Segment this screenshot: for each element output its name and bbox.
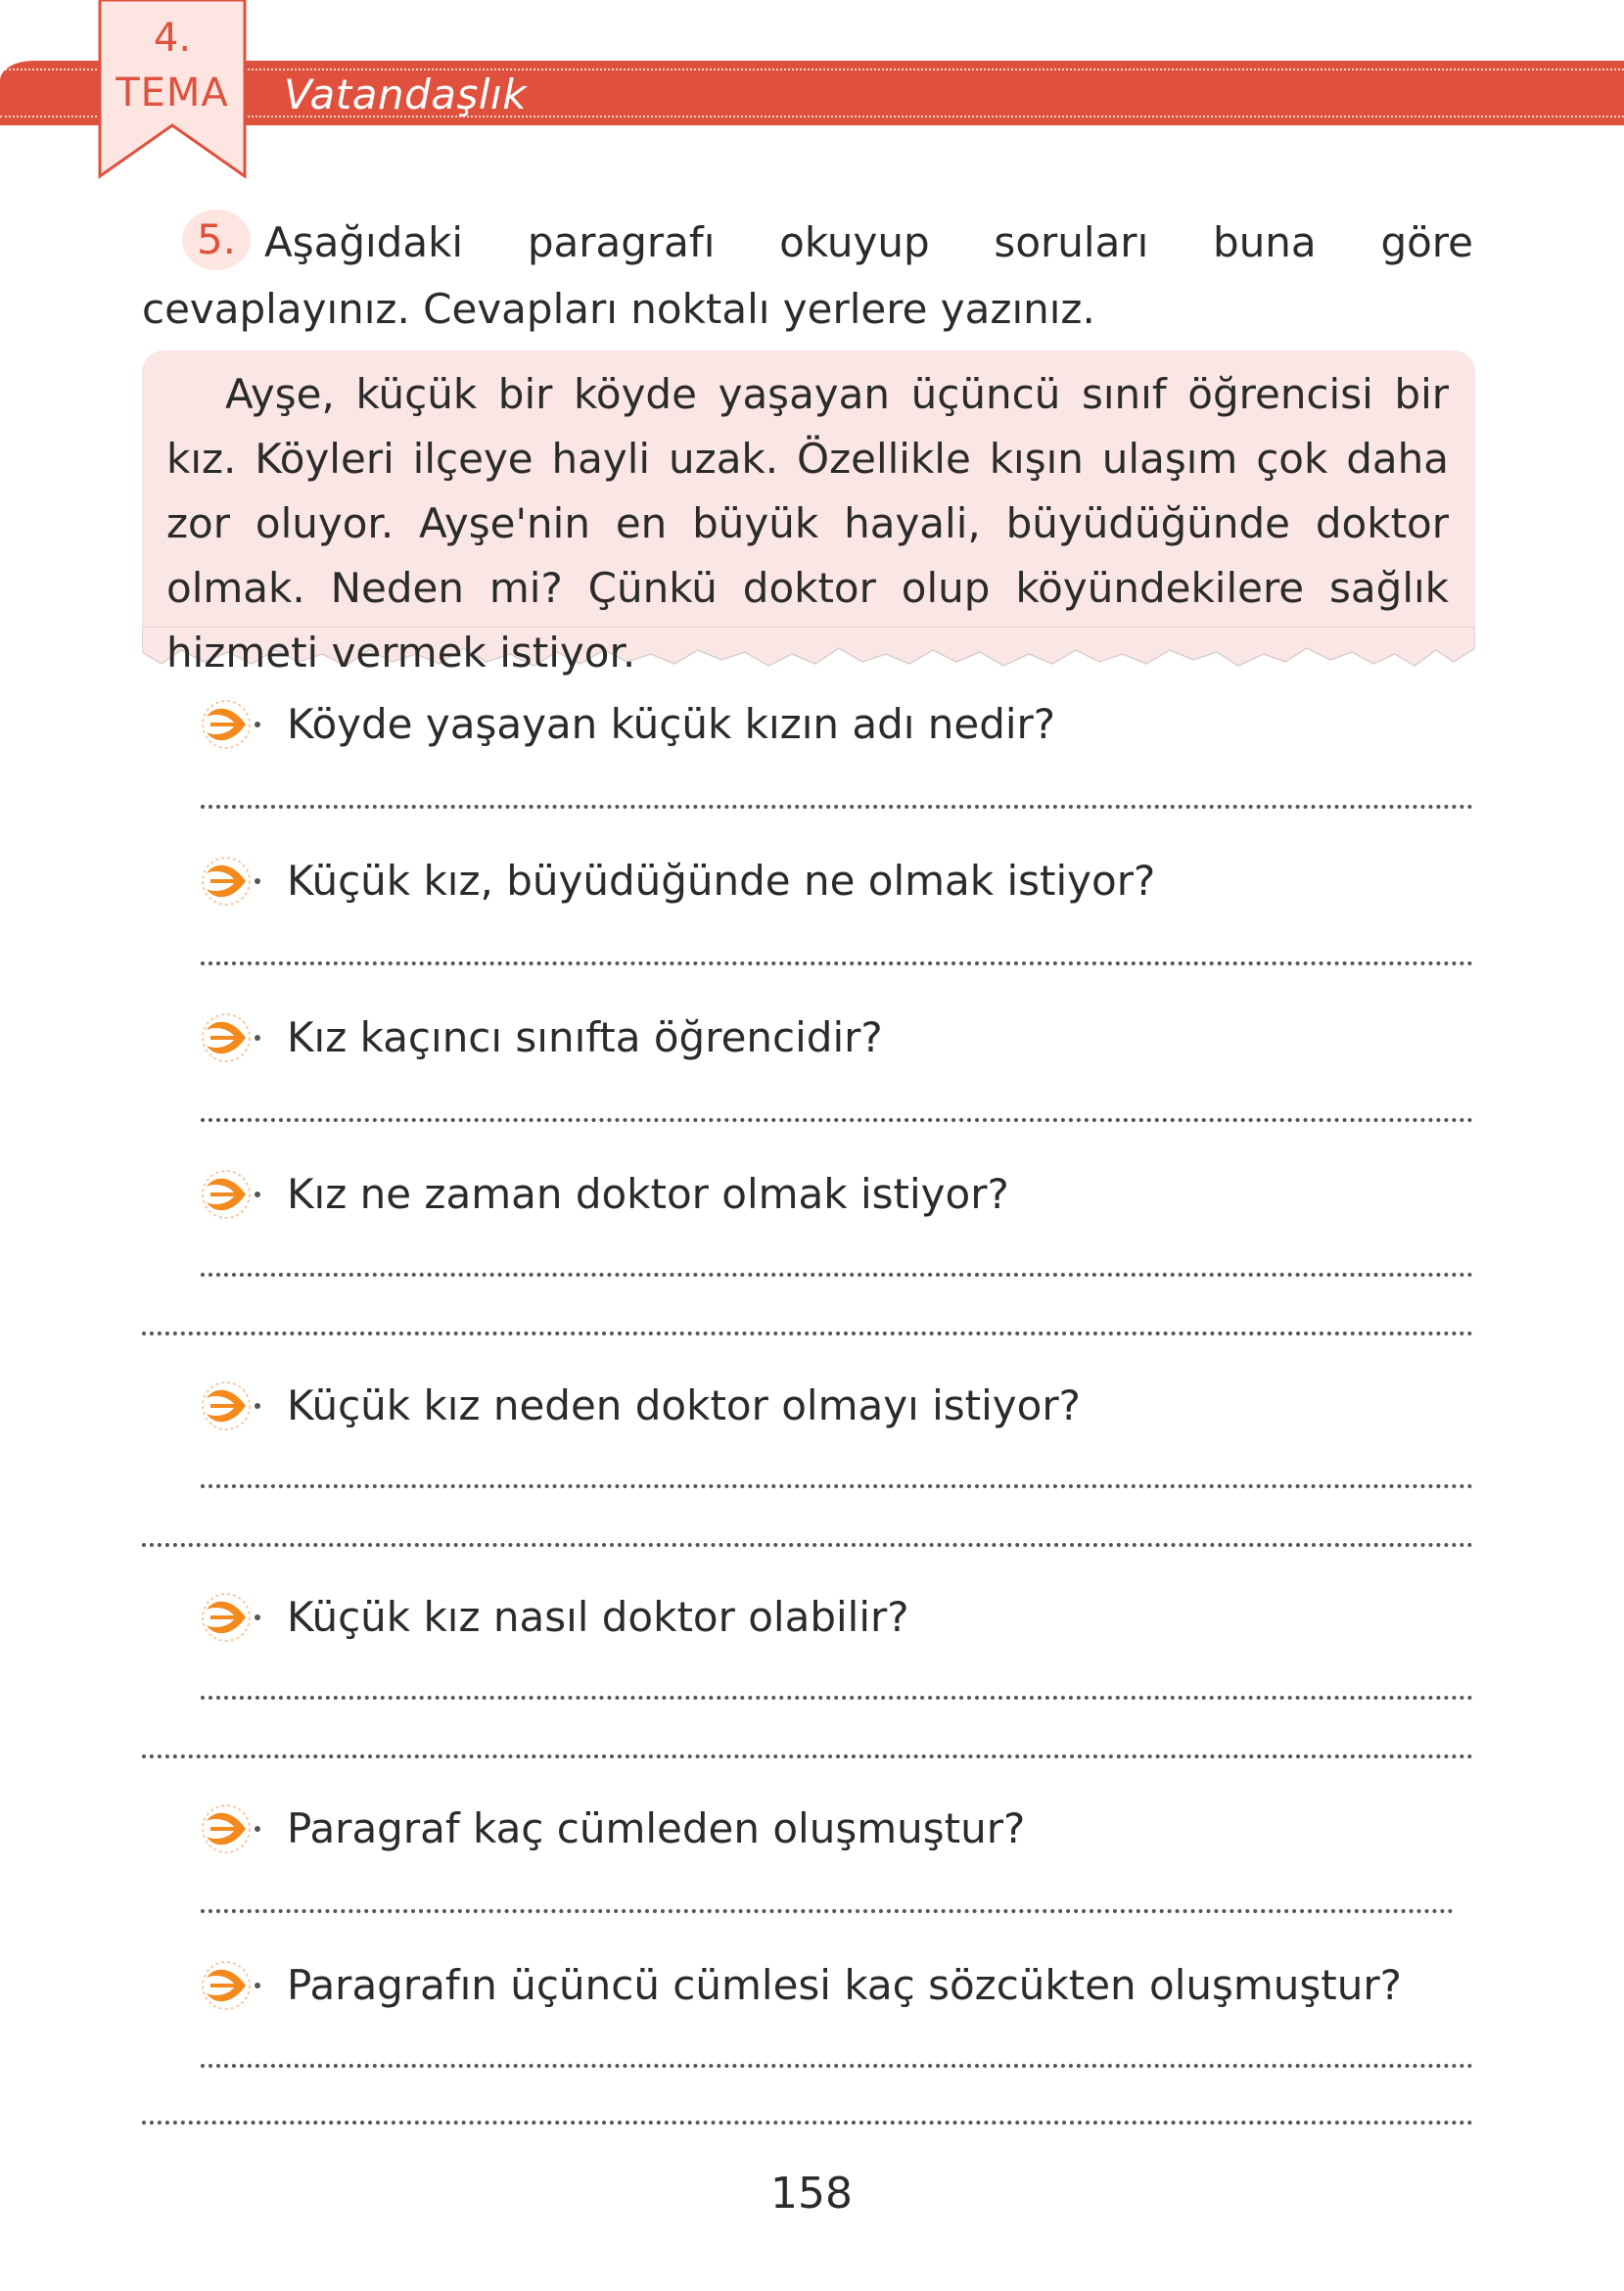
pen-nib-bullet-icon: [201, 697, 265, 752]
question-text: Paragrafın üçüncü cümlesi kaç sözcükten oluşmuştur?: [287, 1961, 1402, 2009]
theme-number: 4.: [153, 16, 192, 61]
pen-nib-bullet-icon: [201, 1590, 265, 1645]
question-instruction: Aşağıdaki paragrafı okuyup soruları buna göre cevaplayınız. Cevapları noktalı yerlere yazınız.: [142, 218, 1473, 333]
question-text: Kız ne zaman doktor olmak istiyor?: [287, 1170, 1009, 1218]
answer-line-6b[interactable]: [142, 1754, 1473, 1758]
page-number: 158: [770, 2169, 853, 2219]
answer-line-2[interactable]: [201, 961, 1473, 965]
pen-nib-bullet-icon: [201, 1010, 265, 1065]
answer-line-4a[interactable]: [201, 1273, 1473, 1277]
answer-line-4b[interactable]: [142, 1332, 1473, 1335]
answer-line-5b[interactable]: [142, 1543, 1473, 1547]
question-text: Küçük kız nasıl doktor olabilir?: [287, 1593, 909, 1641]
pen-nib-bullet-icon: [201, 1801, 265, 1856]
pen-nib-bullet-icon: [201, 1167, 265, 1222]
question-text: Küçük kız neden doktor olmayı istiyor?: [287, 1381, 1081, 1429]
answer-line-7[interactable]: [201, 1909, 1454, 1913]
answer-line-5a[interactable]: [201, 1484, 1473, 1488]
pen-nib-bullet-icon: [201, 1379, 265, 1433]
question-text: Kız kaçıncı sınıfta öğrencidir?: [287, 1013, 883, 1061]
theme-label: TEMA: [116, 70, 229, 116]
answer-line-8b[interactable]: [142, 2121, 1473, 2125]
theme-title: Vatandaşlık: [284, 70, 528, 118]
question-text: Paragraf kaç cümleden oluşmuştur?: [287, 1804, 1026, 1852]
question-number-badge: 5.: [182, 210, 251, 270]
answer-line-6a[interactable]: [201, 1696, 1473, 1700]
pen-nib-bullet-icon: [201, 1958, 265, 2013]
answer-line-8a[interactable]: [201, 2064, 1473, 2068]
reading-paragraph-text: Ayşe, küçük bir köyde yaşayan üçüncü sınıf öğrencisi bir kız. Köyleri ilçeye hayli uzak. Özellikle kışın ulaşım çok daha zor oluyor. Ayşe'nin en büyük hayali, büyüdüğünde doktor olmak. Neden mi? Çünkü doktor olup köyündekilere sağlık hizmeti vermek istiyor.: [166, 370, 1449, 677]
question-text: Küçük kız, büyüdüğünde ne olmak istiyor?: [287, 857, 1156, 905]
question-text: Köyde yaşayan küçük kızın adı nedir?: [287, 700, 1056, 748]
pen-nib-bullet-icon: [201, 854, 265, 909]
answer-line-3[interactable]: [201, 1118, 1473, 1122]
answer-line-1[interactable]: [201, 805, 1473, 809]
